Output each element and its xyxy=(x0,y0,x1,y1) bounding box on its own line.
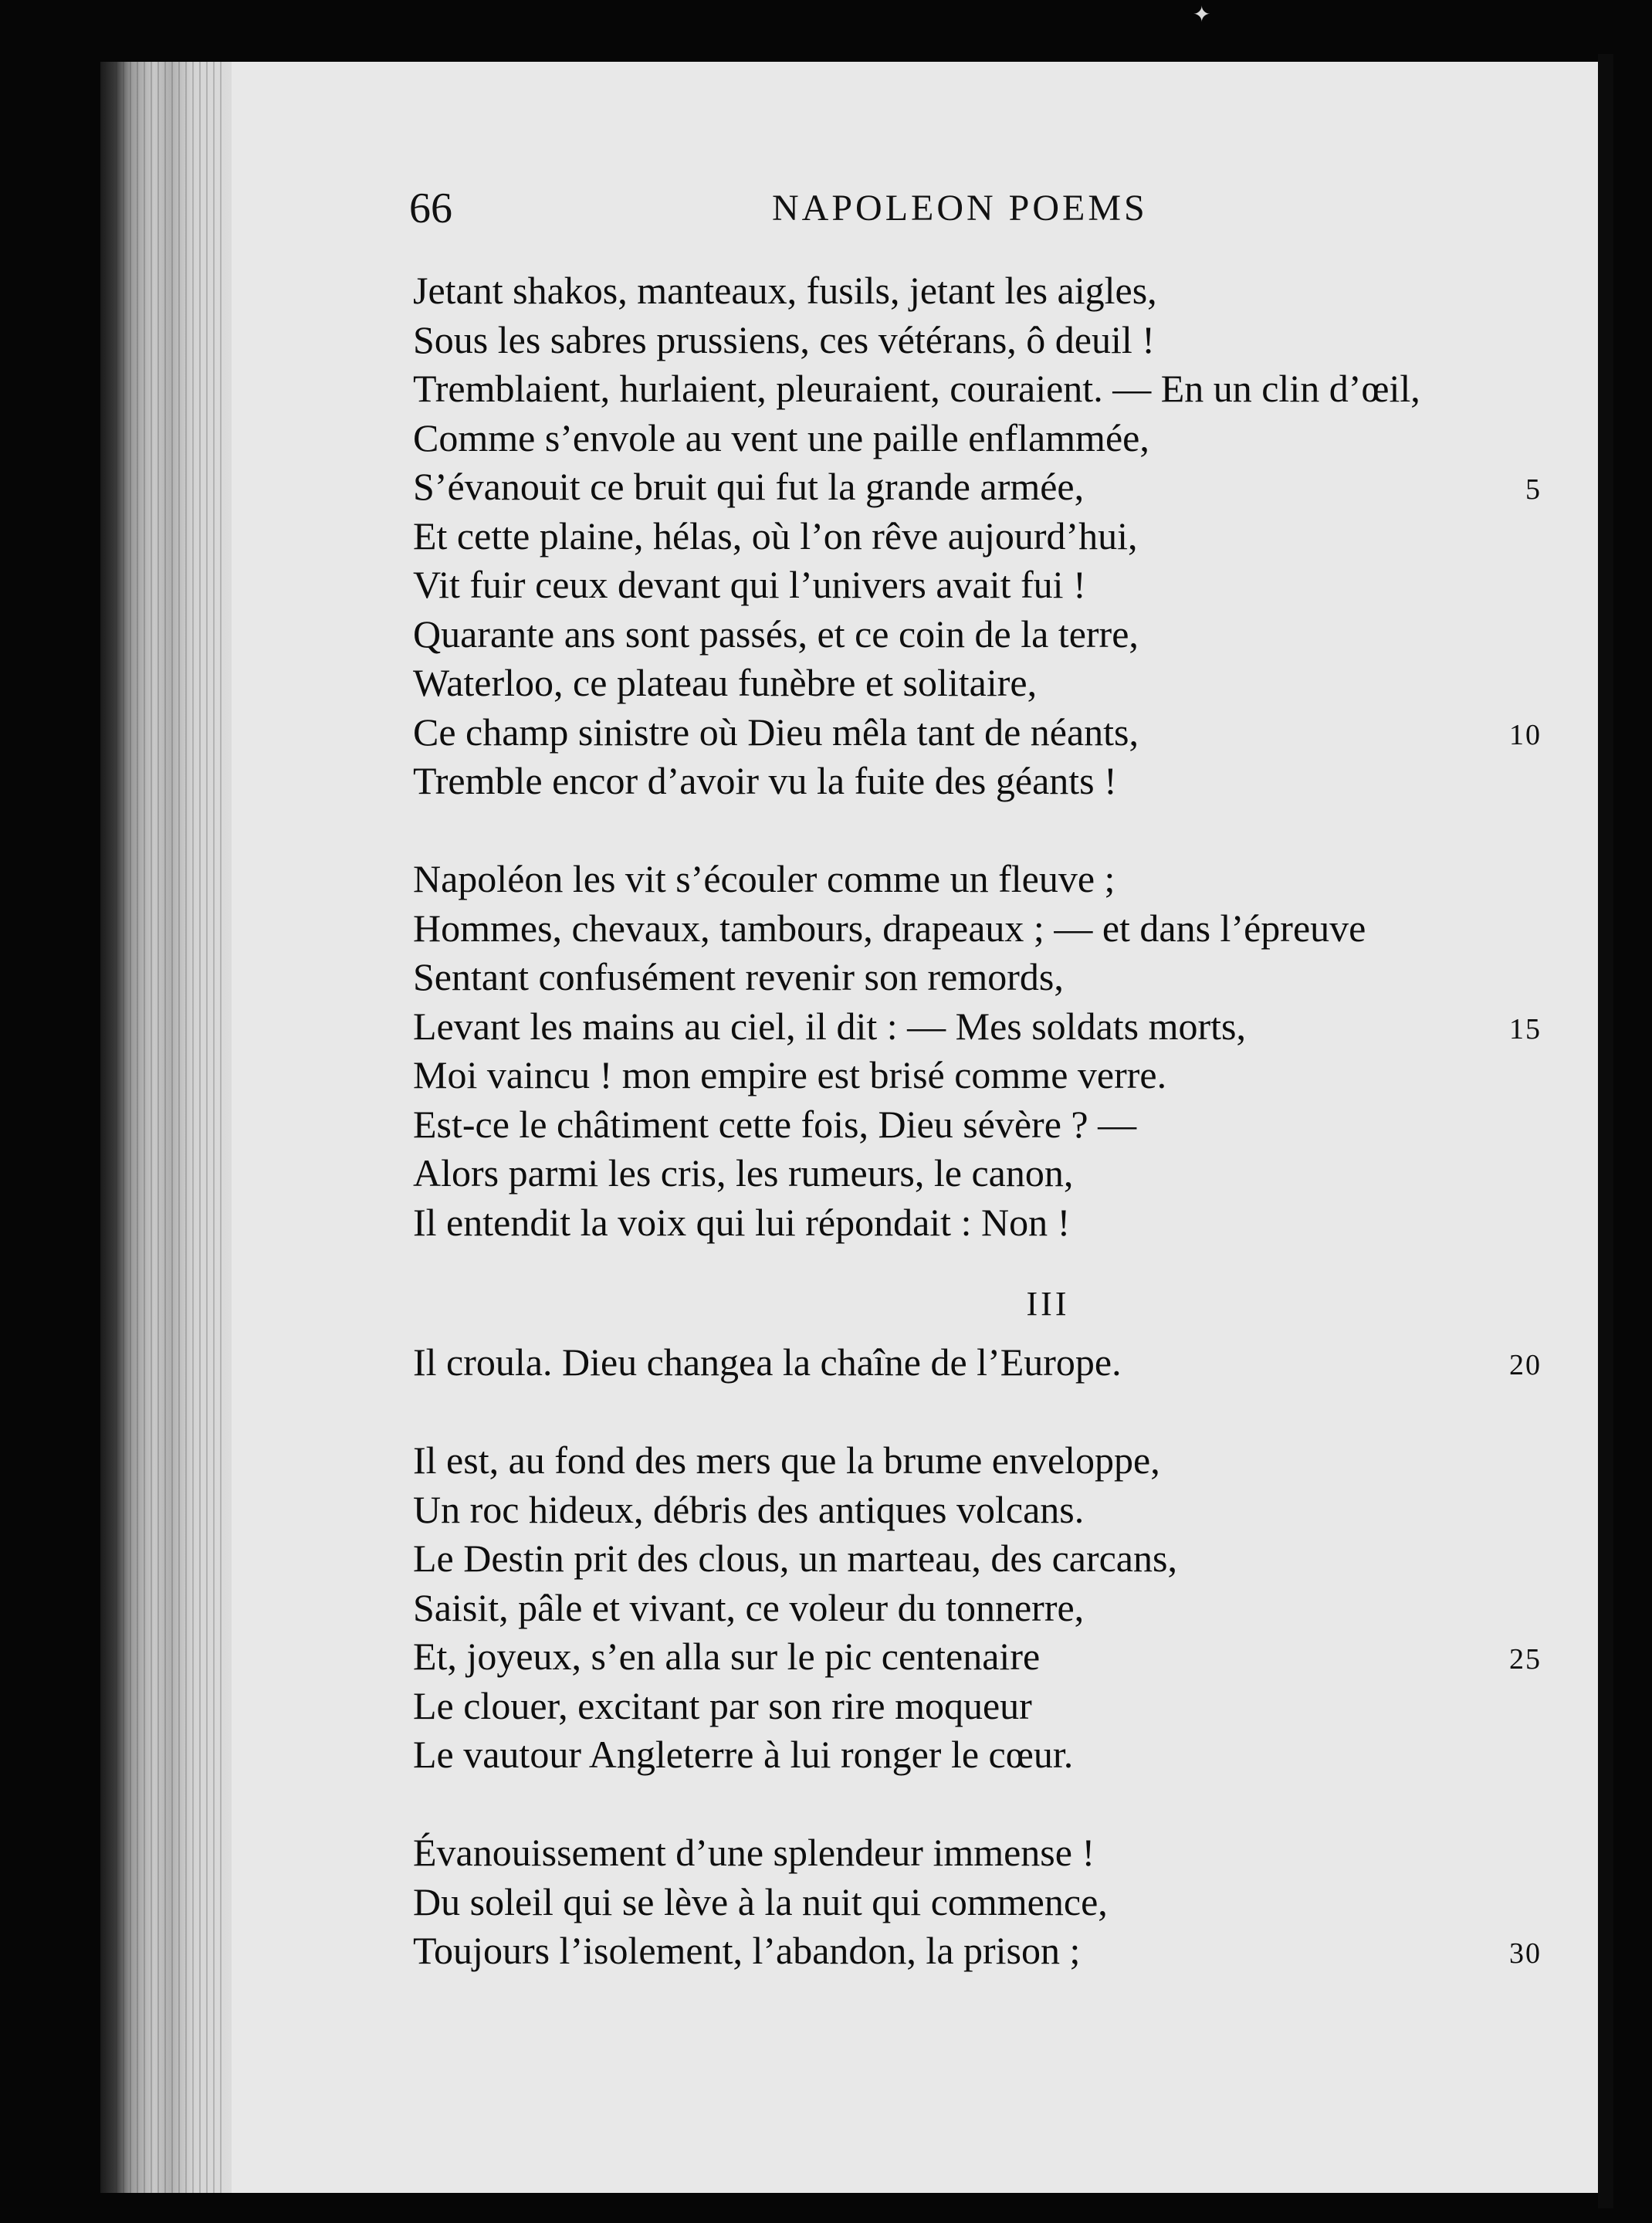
section-heading: III xyxy=(1026,1285,1070,1323)
verse-text: Hommes, chevaux, tambours, drapeaux ; — et dans l’épreuve xyxy=(413,906,1366,950)
book-gutter-shadow xyxy=(1598,54,1613,2208)
verse-text: Vit fuir ceux devant qui l’univers avait fui ! xyxy=(413,563,1086,606)
verse-line xyxy=(413,855,1548,904)
verse-line xyxy=(413,561,1548,610)
verse-text: Est-ce le châtiment cette fois, Dieu sévère ? — xyxy=(413,1102,1137,1146)
line-number: 10 xyxy=(1509,718,1542,751)
line-number: 25 xyxy=(1509,1643,1542,1676)
verse-text: Sous les sabres prussiens, ces vétérans, ô deuil ! xyxy=(413,317,1155,361)
verse-text: Du soleil qui se lève à la nuit qui commence, xyxy=(413,1879,1108,1923)
verse-text: Jetant shakos, manteaux, fusils, jetant les aigles, xyxy=(413,269,1157,312)
verse-line xyxy=(413,1682,1548,1731)
stanza xyxy=(413,1338,1548,1388)
scan-speck-icon: ✦ xyxy=(1193,3,1211,27)
verse-line xyxy=(413,1828,1548,1878)
verse-line xyxy=(413,1632,1548,1682)
verse-line xyxy=(413,364,1548,414)
verse-line xyxy=(413,1878,1548,1927)
verse-text: Alors parmi les cris, les rumeurs, le canon, xyxy=(413,1151,1074,1195)
verse-text: S’évanouit ce bruit qui fut la grande armée, xyxy=(413,465,1085,508)
verse-line xyxy=(413,1486,1548,1535)
stanzas-part-two xyxy=(413,1338,1548,1976)
verse-text: Saisit, pâle et vivant, ce voleur du tonnerre, xyxy=(413,1585,1085,1629)
verse-text: Ce champ sinistre où Dieu mêla tant de néants, xyxy=(413,710,1139,754)
verse-line xyxy=(413,1051,1548,1100)
verse-line xyxy=(413,1534,1548,1584)
verse-text: Tremblaient, hurlaient, pleuraient, couraient. — En un clin d’œil, xyxy=(413,367,1420,410)
verse-line xyxy=(413,659,1548,708)
verse-line xyxy=(413,757,1548,806)
verse-line xyxy=(413,1198,1548,1248)
verse-line xyxy=(413,1100,1548,1150)
verse-text: Évanouissement d’une splendeur immense ! xyxy=(413,1831,1095,1874)
verse-line xyxy=(413,1436,1548,1486)
verse-text: Sentant confusément revenir son remords, xyxy=(413,955,1064,998)
stanza xyxy=(413,1436,1548,1780)
stanza-break xyxy=(413,806,1548,856)
verse-text: Le Destin prit des clous, un marteau, des carcans, xyxy=(413,1537,1177,1580)
stanza-break xyxy=(413,1780,1548,1829)
page-number: 66 xyxy=(409,185,452,232)
verse-line xyxy=(413,414,1548,463)
stanza xyxy=(413,266,1548,806)
verse-text: Toujours l’isolement, l’abandon, la prison ; xyxy=(413,1929,1081,1972)
verse-text: Quarante ans sont passés, et ce coin de la terre, xyxy=(413,612,1139,656)
stanza xyxy=(413,855,1548,1247)
verse-text: Et cette plaine, hélas, où l’on rêve aujourd’hui, xyxy=(413,513,1138,557)
verse-text: Il entendit la voix qui lui répondait : Non ! xyxy=(413,1200,1071,1244)
verse-text: Un roc hideux, débris des antiques volcans. xyxy=(413,1487,1085,1531)
verse-text: Tremble encor d’avoir vu la fuite des géants ! xyxy=(413,759,1117,802)
verse-line xyxy=(413,953,1548,1002)
verse-text: Levant les mains au ciel, il dit : — Mes soldats morts, xyxy=(413,1004,1247,1048)
running-head xyxy=(409,181,1544,236)
verse-line xyxy=(413,708,1548,757)
line-number: 15 xyxy=(1509,1012,1542,1045)
line-number: 30 xyxy=(1509,1937,1542,1970)
verse-text: Le clouer, excitant par son rire moqueur xyxy=(413,1683,1032,1727)
verse-line xyxy=(413,1338,1548,1388)
verse-text: Waterloo, ce plateau funèbre et solitaire, xyxy=(413,661,1038,704)
verse-text: Le vautour Angleterre à lui ronger le cœur. xyxy=(413,1733,1074,1776)
running-head-title: NAPOLEON POEMS xyxy=(772,188,1148,229)
verse-line xyxy=(413,610,1548,659)
stanza xyxy=(413,1828,1548,1976)
verse-text: Et, joyeux, s’en alla sur le pic centenaire xyxy=(413,1635,1041,1678)
verse-text: Il est, au fond des mers que la brume enveloppe, xyxy=(413,1439,1160,1482)
line-number: 20 xyxy=(1509,1349,1542,1381)
verse-line xyxy=(413,1730,1548,1780)
stanza-break xyxy=(413,1388,1548,1437)
verse-line xyxy=(413,463,1548,512)
stanzas-part-one xyxy=(413,266,1548,1247)
book-page-edge-lines xyxy=(116,62,224,2193)
poem-text xyxy=(413,266,1548,1976)
verse-line xyxy=(413,1002,1548,1052)
verse-line xyxy=(413,1149,1548,1198)
verse-line xyxy=(413,316,1548,365)
verse-line xyxy=(413,266,1548,316)
verse-line xyxy=(413,904,1548,954)
verse-line xyxy=(413,1926,1548,1976)
line-number: 5 xyxy=(1525,473,1542,506)
verse-text: Napoléon les vit s’écouler comme un fleuve ; xyxy=(413,857,1115,900)
verse-text: Comme s’envole au vent une paille enflammée, xyxy=(413,415,1149,459)
verse-line xyxy=(413,512,1548,561)
verse-line xyxy=(413,1584,1548,1633)
verse-text: Moi vaincu ! mon empire est brisé comme verre. xyxy=(413,1053,1167,1096)
verse-text: Il croula. Dieu changea la chaîne de l’Europe. xyxy=(413,1340,1122,1384)
